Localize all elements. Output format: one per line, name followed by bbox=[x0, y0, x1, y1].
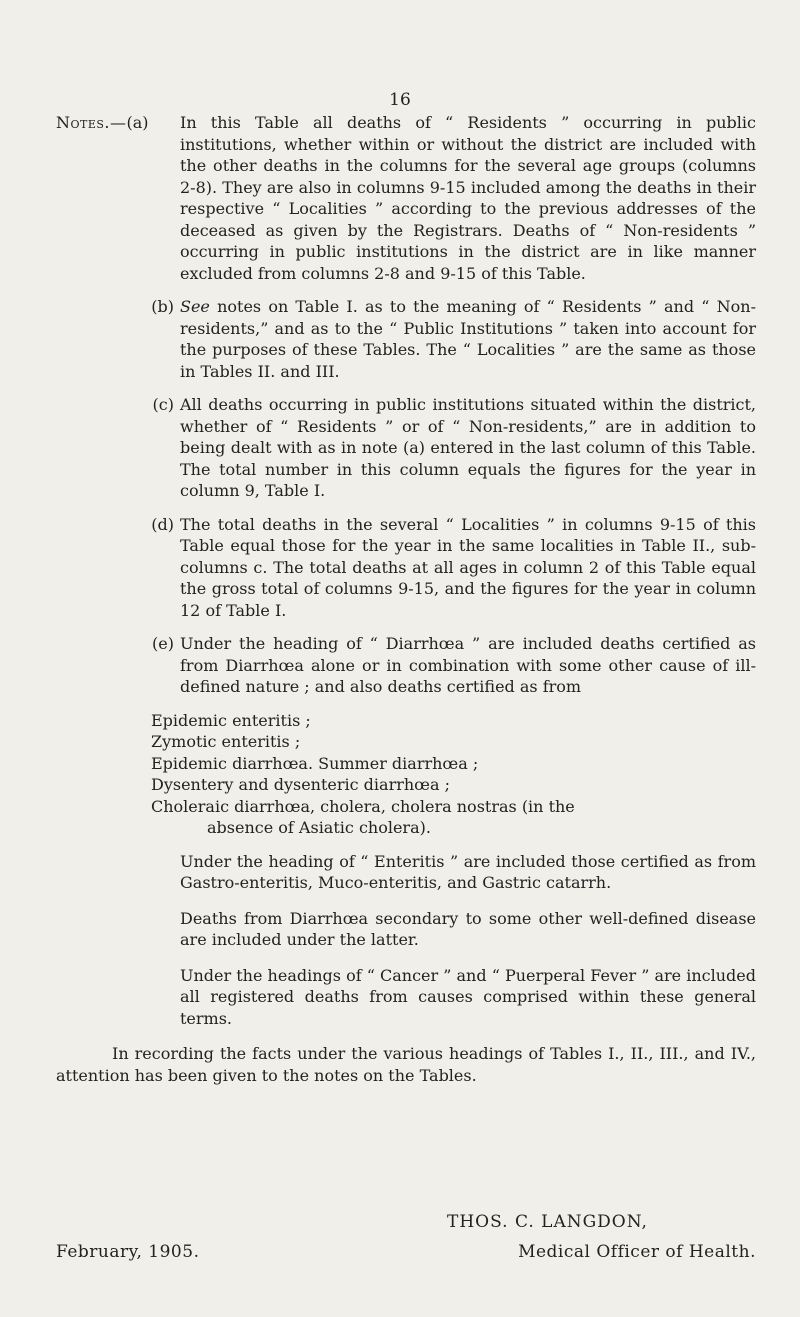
list-item: Choleraic diarrhœa, cholera, cholera nostras (in the bbox=[151, 796, 575, 816]
list-item: Epidemic diarrhœa. Summer diarrhœa ; bbox=[151, 753, 479, 773]
paragraph-cancer: Under the headings of “ Cancer ” and “ Puerperal Fever ” are included all registered deaths from causes comprised within these general terms. bbox=[180, 965, 756, 1028]
paragraph-secondary: Deaths from Diarrhœa secondary to some other well-defined disease are included under the latter. bbox=[180, 908, 756, 949]
note-marker: (c) bbox=[152, 395, 174, 414]
signature-name: THOS. C. LANGDON, bbox=[447, 1212, 648, 1232]
note-b bbox=[56, 296, 756, 382]
note-a bbox=[56, 112, 756, 284]
note-text: notes on Table I. as to the meaning of “ Residents ” and “ Non-residents,” and as to the “ Public Institutions ” taken into account for the purposes of these Tables. The “ Localities ” are the same as those in Tables II. and III. bbox=[180, 297, 756, 381]
note-see: See bbox=[180, 297, 210, 316]
note-e bbox=[56, 633, 756, 698]
note-text: The total deaths in the several “ Localities ” in columns 9-15 of this Table equal those for the year in the same localities in Table II., sub-columns c. The total deaths at all ages in column 2 of this Table equal the gross total of columns 9-15, and the figures for the year in column 12 of Table I. bbox=[180, 514, 756, 620]
note-d bbox=[56, 514, 756, 622]
note-marker: (d) bbox=[151, 514, 174, 534]
signature-title: Medical Officer of Health. bbox=[518, 1242, 756, 1262]
note-marker: (a) bbox=[126, 113, 149, 132]
list-item: Epidemic enteritis ; bbox=[151, 710, 311, 730]
list-item: absence of Asiatic cholera). bbox=[207, 818, 431, 837]
note-marker: (e) bbox=[152, 634, 174, 653]
page-number: 16 bbox=[389, 90, 411, 110]
signature-date: February, 1905. bbox=[56, 1242, 200, 1262]
note-text: All deaths occurring in public institutions situated within the district, whether of “ Residents ” or of “ Non-residents,” are in addition to being dealt with as in note (a) entered in the last column of this Table. The total number in this column equals the figures for the year in column 9, Table I. bbox=[180, 395, 756, 500]
note-marker: (b) bbox=[151, 297, 174, 316]
closing-paragraph: In recording the facts under the various headings of Tables I., II., III., and IV., attention has been given to the notes on the Tables. bbox=[56, 1044, 756, 1085]
note-text: Under the heading of “ Diarrhœa ” are included deaths certified as from Diarrhœa alone or in combination with some other cause of ill-defined nature ; and also deaths certified as from bbox=[180, 634, 756, 696]
list-item: Zymotic enteritis ; bbox=[151, 732, 301, 751]
diarrhoea-list bbox=[151, 710, 756, 839]
note-c bbox=[56, 394, 756, 502]
notes-section bbox=[56, 112, 756, 1086]
note-text: In this Table all deaths of “ Residents ” occurring in public institutions, whether within or without the district are included with the other deaths in the columns for the several age groups (columns 2-8). They are also in columns 9-15 included among the deaths in their respective “ Localities ” according to the previous addresses of the deceased as given by the Registrars. Deaths of “ Non-residents ” occurring in public institutions in the district are in like manner excluded from columns 2-8 and 9-15 of this Table. bbox=[180, 113, 756, 283]
notes-label: Notes.— bbox=[56, 113, 127, 132]
list-item: Dysentery and dysenteric diarrhœa ; bbox=[151, 775, 451, 794]
paragraph-enteritis: Under the heading of “ Enteritis ” are included those certified as from Gastro-enteritis, Muco-enteritis, and Gastric catarrh. bbox=[180, 851, 756, 892]
